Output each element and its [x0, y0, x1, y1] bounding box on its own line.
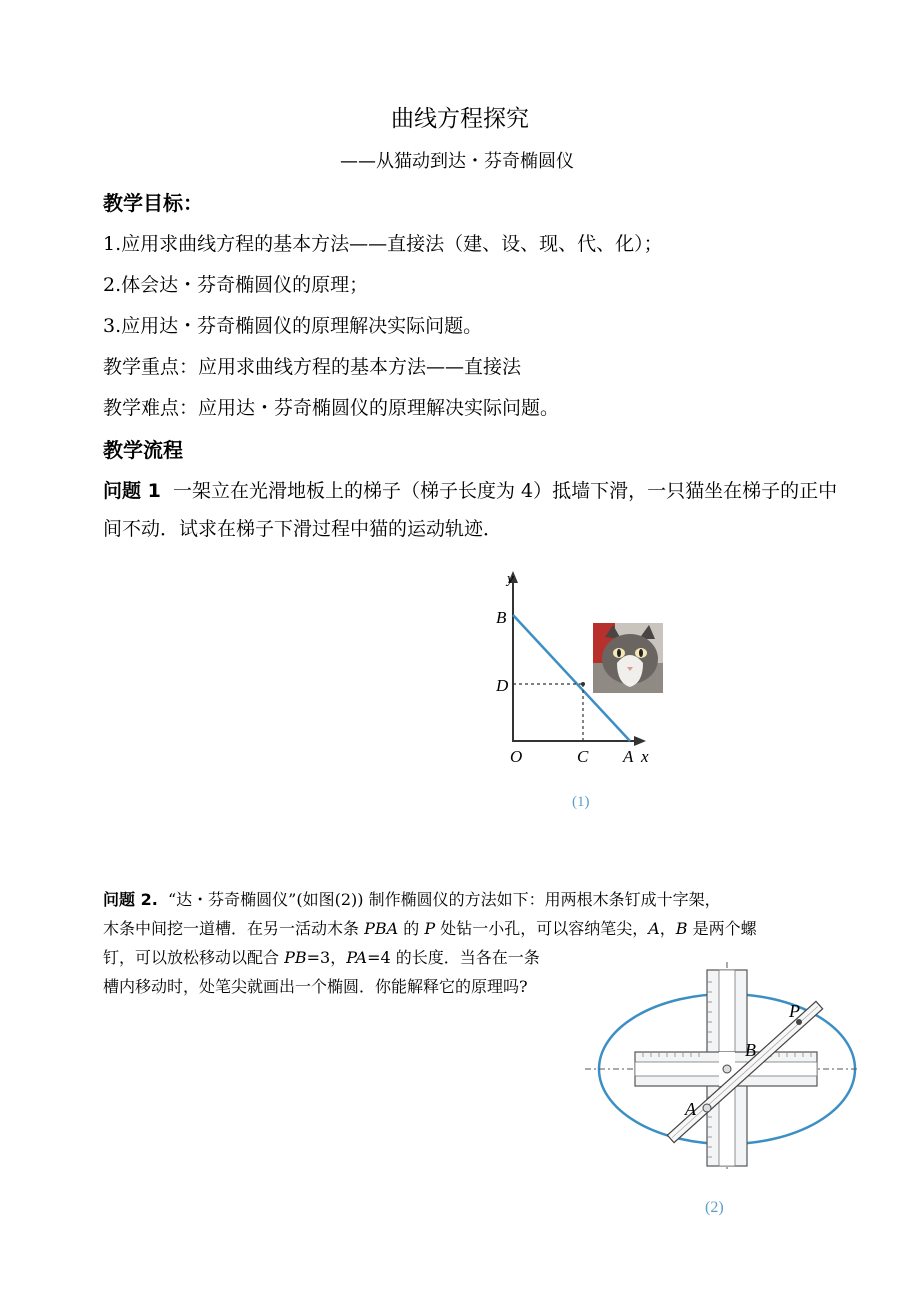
- process-heading: 教学流程: [103, 438, 183, 462]
- pb-value: =3，: [306, 948, 347, 967]
- label-y: y: [507, 571, 514, 587]
- x-axis-arrow-icon: [634, 736, 646, 746]
- problem-2-line-3b: 的长度．当各在一条: [390, 948, 540, 967]
- difficult-point: 教学难点：应用达・芬奇椭圆仪的原理解决实际问题。: [103, 397, 560, 419]
- label-a: A: [623, 747, 634, 766]
- objective-item-2: 2.体会达・芬奇椭圆仪的原理；: [103, 274, 369, 296]
- var-b: B: [675, 919, 688, 938]
- problem-1-text: 一架立在光滑地板上的梯子（梯子长度为 4）抵墙下滑，一只猫坐在梯子的正中间不动．试求在梯子下滑过程中猫的运动轨迹．: [103, 480, 838, 540]
- page-title: 曲线方程探究: [391, 106, 529, 132]
- label-x: x: [641, 747, 649, 766]
- objective-item-1: 1.应用求曲线方程的基本方法——直接法（建、设、现、代、化）；: [103, 233, 663, 255]
- var-pb: PB: [284, 948, 307, 967]
- problem-1-label: 问题 1: [103, 480, 161, 502]
- problem-2-bottom: [103, 943, 573, 1001]
- var-p: P: [424, 919, 436, 938]
- problem-2-line-2c: 处钻一小孔，可以容纳笔尖，: [435, 919, 649, 938]
- cat-photo: [593, 623, 663, 693]
- problem-2-top: [103, 885, 843, 943]
- figure-1-caption: (1): [572, 794, 590, 810]
- label-b: B: [496, 608, 507, 627]
- objectives-heading: 教学目标：: [103, 191, 203, 215]
- problem-1: [103, 472, 843, 548]
- midpoint-dot: [581, 682, 585, 686]
- problem-2-line-1: “达・芬奇椭圆仪”(如图(2)) 制作椭圆仪的方法如下：用两根木条钉成十字架，: [167, 890, 721, 909]
- objective-item-3: 3.应用达・芬奇椭圆仪的原理解决实际问题。: [103, 315, 483, 337]
- label-a2: A: [685, 1099, 696, 1119]
- var-pa: PA: [346, 948, 368, 967]
- screw-b: [723, 1065, 731, 1073]
- problem-2-line-2d: 是两个螺: [687, 919, 757, 938]
- label-d: D: [496, 676, 509, 695]
- key-point: 教学重点：应用求曲线方程的基本方法——直接法: [103, 356, 522, 378]
- problem-2-line-2b: 的: [398, 919, 425, 938]
- label-o: O: [510, 747, 523, 766]
- problem-2-label: 问题 2.: [103, 890, 158, 909]
- page-subtitle: ——从猫动到达・芬奇椭圆仪: [340, 151, 574, 172]
- problem-2-rest: 槽内移动时，处笔尖就画出一个椭圆．你能解释它的原理吗?: [103, 977, 528, 996]
- problem-2-comma: ，: [659, 919, 676, 938]
- problem-2-line-2a: 木条中间挖一道槽．在另一活动木条: [103, 919, 365, 938]
- label-c: C: [577, 747, 589, 766]
- figure-2-caption: (2): [705, 1199, 724, 1216]
- var-a: A: [648, 919, 660, 938]
- var-pba: PBA: [364, 919, 399, 938]
- label-p: P: [789, 1001, 800, 1021]
- problem-2-line-3a: 钉，可以放松移动以配合: [103, 948, 285, 967]
- pa-value: =4: [367, 948, 391, 967]
- figure-2: [585, 962, 857, 1222]
- screw-a: [703, 1104, 711, 1112]
- label-b2: B: [745, 1040, 756, 1060]
